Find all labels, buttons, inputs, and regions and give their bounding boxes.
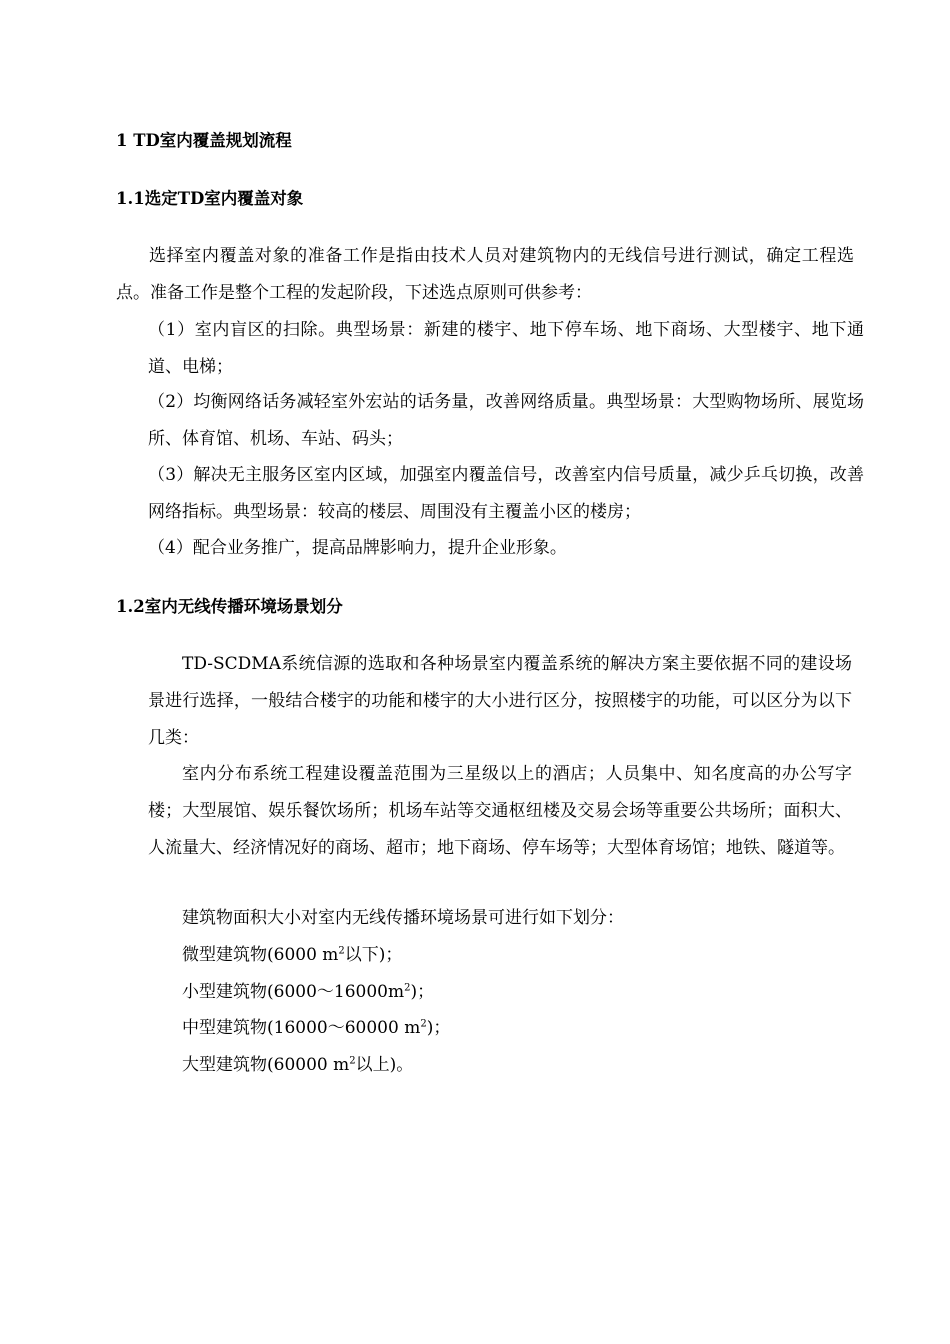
paragraph-selection-intro: 选择室内覆盖对象的准备工作是指由技术人员对建筑物内的无线信号进行测试，确定工程选点。准备工作是整个工程的发起阶段，下述选点原则可供参考： xyxy=(116,246,854,303)
paragraph-size-classification-intro: 建筑物面积大小对室内无线传播环境场景可进行如下划分： xyxy=(182,908,624,928)
size-class-medium: 中型建筑物(16000～60000 $m^2$)； xyxy=(182,1018,451,1038)
heading-td-indoor-planning: 1 TD室内覆盖规划流程 xyxy=(116,131,292,150)
size-class-micro: 微型建筑物(6000 $m^2$以下)； xyxy=(182,945,403,965)
paragraph-tdscdma-source: TD-SCDMA系统信源的选取和各种场景室内覆盖系统的解决方案主要依据不同的建设场景进行选择，一般结合楼宇的功能和楼宇的大小进行区分，按照楼宇的功能，可以区分为以下几类： xyxy=(148,654,852,748)
list-item-business-promotion: （4）配合业务推广，提高品牌影响力，提升企业形象。 xyxy=(148,538,567,558)
size-class-small: 小型建筑物$(6000\sim 16000m^2)$； xyxy=(182,982,435,1002)
size-class-large: 大型建筑物(60000 $m^2$以上)。 xyxy=(182,1055,414,1075)
paragraph-coverage-scope: 室内分布系统工程建设覆盖范围为三星级以上的酒店；人员集中、知名度高的办公写字楼；大型展馆、娱乐餐饮场所；机场车站等交通枢纽楼及交易会场等重要公共场所；面积大、人流量大、经济情况好的商场、超市；地下商场、停车场等；大型体育场馆；地铁、隧道等。 xyxy=(148,764,852,858)
superscript-2: 2 xyxy=(338,945,345,957)
list-item-no-dominant-server: （3）解决无主服务区室内区域，加强室内覆盖信号，改善室内信号质量，减少乒乓切换，改善网络指标。典型场景：较高的楼层、周围没有主覆盖小区的楼房； xyxy=(148,465,864,522)
superscript-2: 2 xyxy=(420,1018,427,1030)
superscript-2: 2 xyxy=(349,1055,356,1067)
superscript-2: 2 xyxy=(404,982,411,994)
heading-select-coverage-target: 1.1选定TD室内覆盖对象 xyxy=(116,189,304,208)
list-item-blind-zone: （1）室内盲区的扫除。典型场景：新建的楼宇、地下停车场、地下商场、大型楼宇、地下通道、电梯； xyxy=(148,320,864,377)
list-item-traffic-balance: （2）均衡网络话务减轻室外宏站的话务量，改善网络质量。典型场景：大型购物场所、展览场所、体育馆、机场、车站、码头； xyxy=(148,392,864,449)
heading-propagation-scenarios: 1.2室内无线传播环境场景划分 xyxy=(116,597,343,616)
